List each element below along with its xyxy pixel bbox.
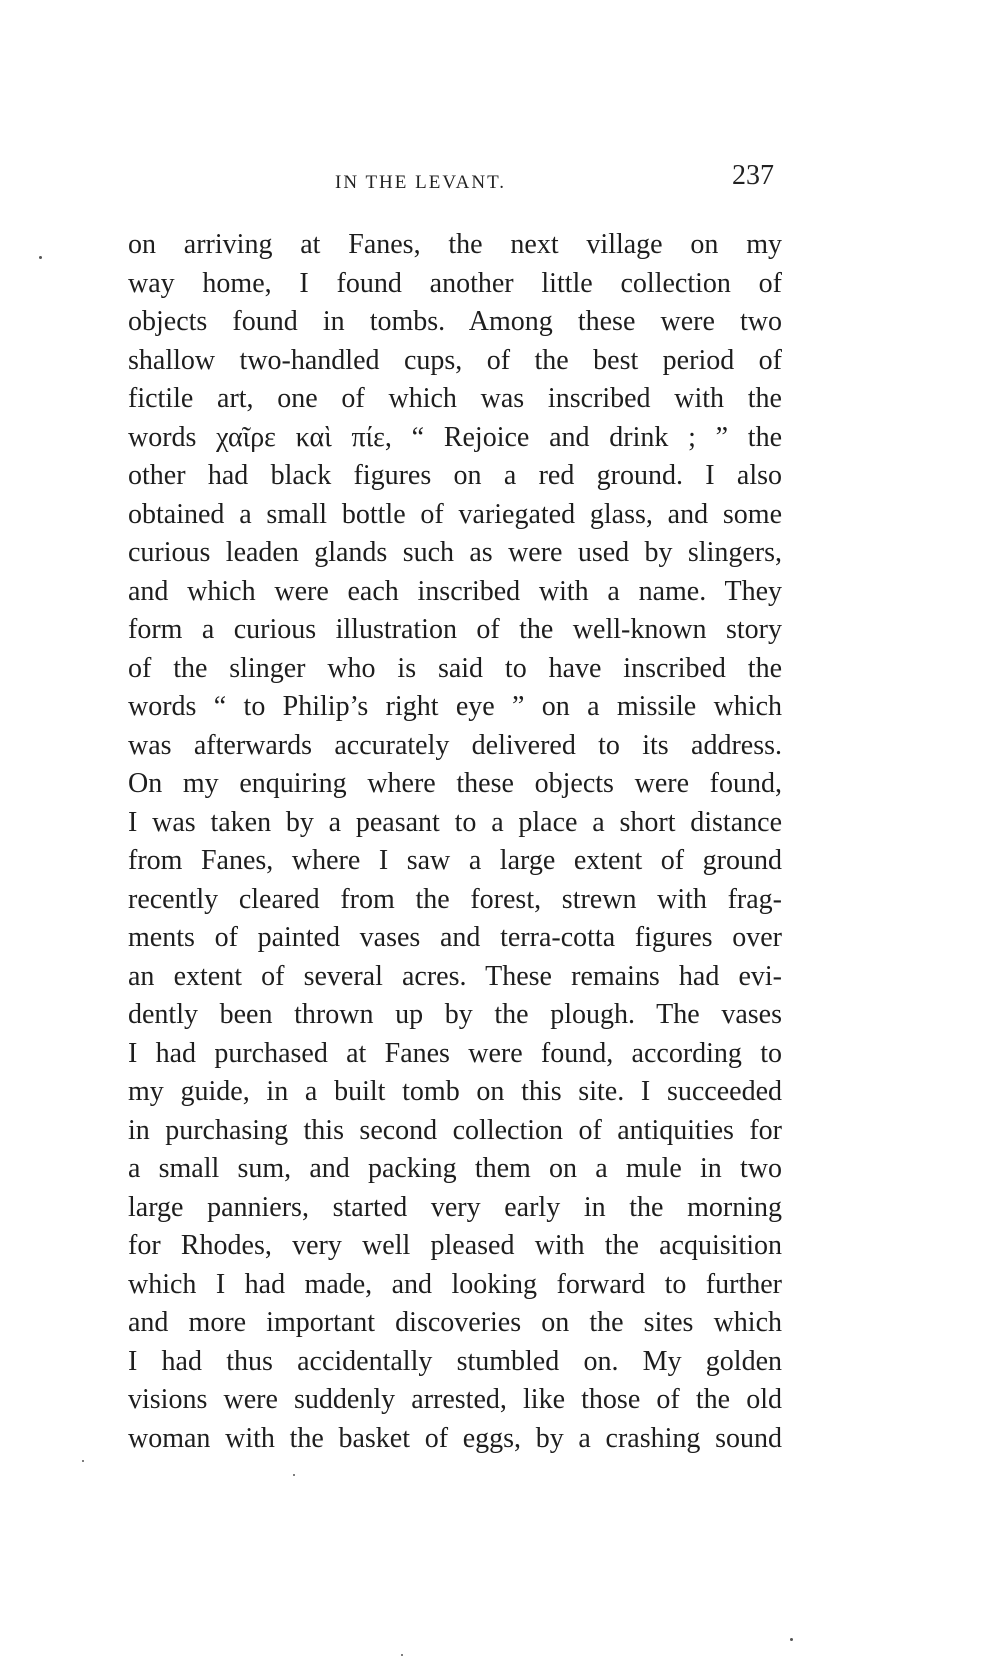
text-line: in purchasing this second collection of antiquities for	[128, 1114, 782, 1146]
text-line: objects found in tombs. Among these were two	[128, 306, 782, 337]
text-line: recently cleared from the forest, strewn with frag-	[128, 883, 782, 915]
text-line: large panniers, started very early in the morning	[128, 1191, 782, 1223]
text-line: an extent of several acres. These remains had evi-	[128, 960, 782, 992]
text-line: obtained a small bottle of variegated glass, and some	[128, 498, 782, 530]
text-line: words χαῖρε καὶ πίε, “ Rejoice and drink ; ” the	[128, 421, 782, 453]
text-line: and more important discoveries on the sites which	[128, 1307, 782, 1338]
text-line: and which were each inscribed with a name. They	[128, 575, 782, 607]
text-line: which I had made, and looking forward to further	[128, 1268, 782, 1300]
page-number: 237	[732, 160, 774, 191]
text-line: was afterwards accurately delivered to its address.	[128, 729, 782, 761]
text-line: form a curious illustration of the well-known story	[128, 614, 782, 645]
text-line: from Fanes, where I saw a large extent of ground	[128, 845, 782, 876]
text-line: shallow two-handled cups, of the best period of	[128, 344, 782, 376]
text-line: a small sum, and packing them on a mule in two	[128, 1153, 782, 1184]
text-line: curious leaden glands such as were used by slingers,	[128, 537, 782, 568]
text-line: my guide, in a built tomb on this site. I succeeded	[128, 1076, 782, 1107]
ink-speck	[401, 1654, 403, 1656]
text-line: for Rhodes, very well pleased with the acquisition	[128, 1230, 782, 1261]
ink-speck	[82, 1460, 84, 1462]
text-line: dently been thrown up by the plough. The vases	[128, 999, 782, 1030]
text-line: I had purchased at Fanes were found, according to	[128, 1037, 782, 1069]
text-line: visions were suddenly arrested, like those of the old	[128, 1384, 782, 1415]
text-line: of the slinger who is said to have inscribed the	[128, 652, 782, 684]
text-line: I had thus accidentally stumbled on. My golden	[128, 1345, 782, 1377]
text-line: words “ to Philip’s right eye ” on a missile which	[128, 691, 782, 722]
text-line: woman with the basket of eggs, by a crashing sound	[128, 1422, 782, 1454]
ink-speck	[790, 1638, 793, 1641]
body-text	[128, 226, 782, 1458]
ink-speck	[293, 1474, 295, 1476]
running-head: IN THE LEVANT.	[335, 172, 507, 193]
text-line: fictile art, one of which was inscribed with the	[128, 383, 782, 414]
text-line: way home, I found another little collection of	[128, 267, 782, 299]
text-line: on arriving at Fanes, the next village on my	[128, 229, 782, 260]
ink-speck	[39, 256, 42, 259]
text-line: On my enquiring where these objects were found,	[128, 768, 782, 799]
text-line: I was taken by a peasant to a place a short distance	[128, 806, 782, 838]
text-line: other had black figures on a red ground. I also	[128, 460, 782, 491]
text-line: ments of painted vases and terra-cotta figures over	[128, 922, 782, 953]
